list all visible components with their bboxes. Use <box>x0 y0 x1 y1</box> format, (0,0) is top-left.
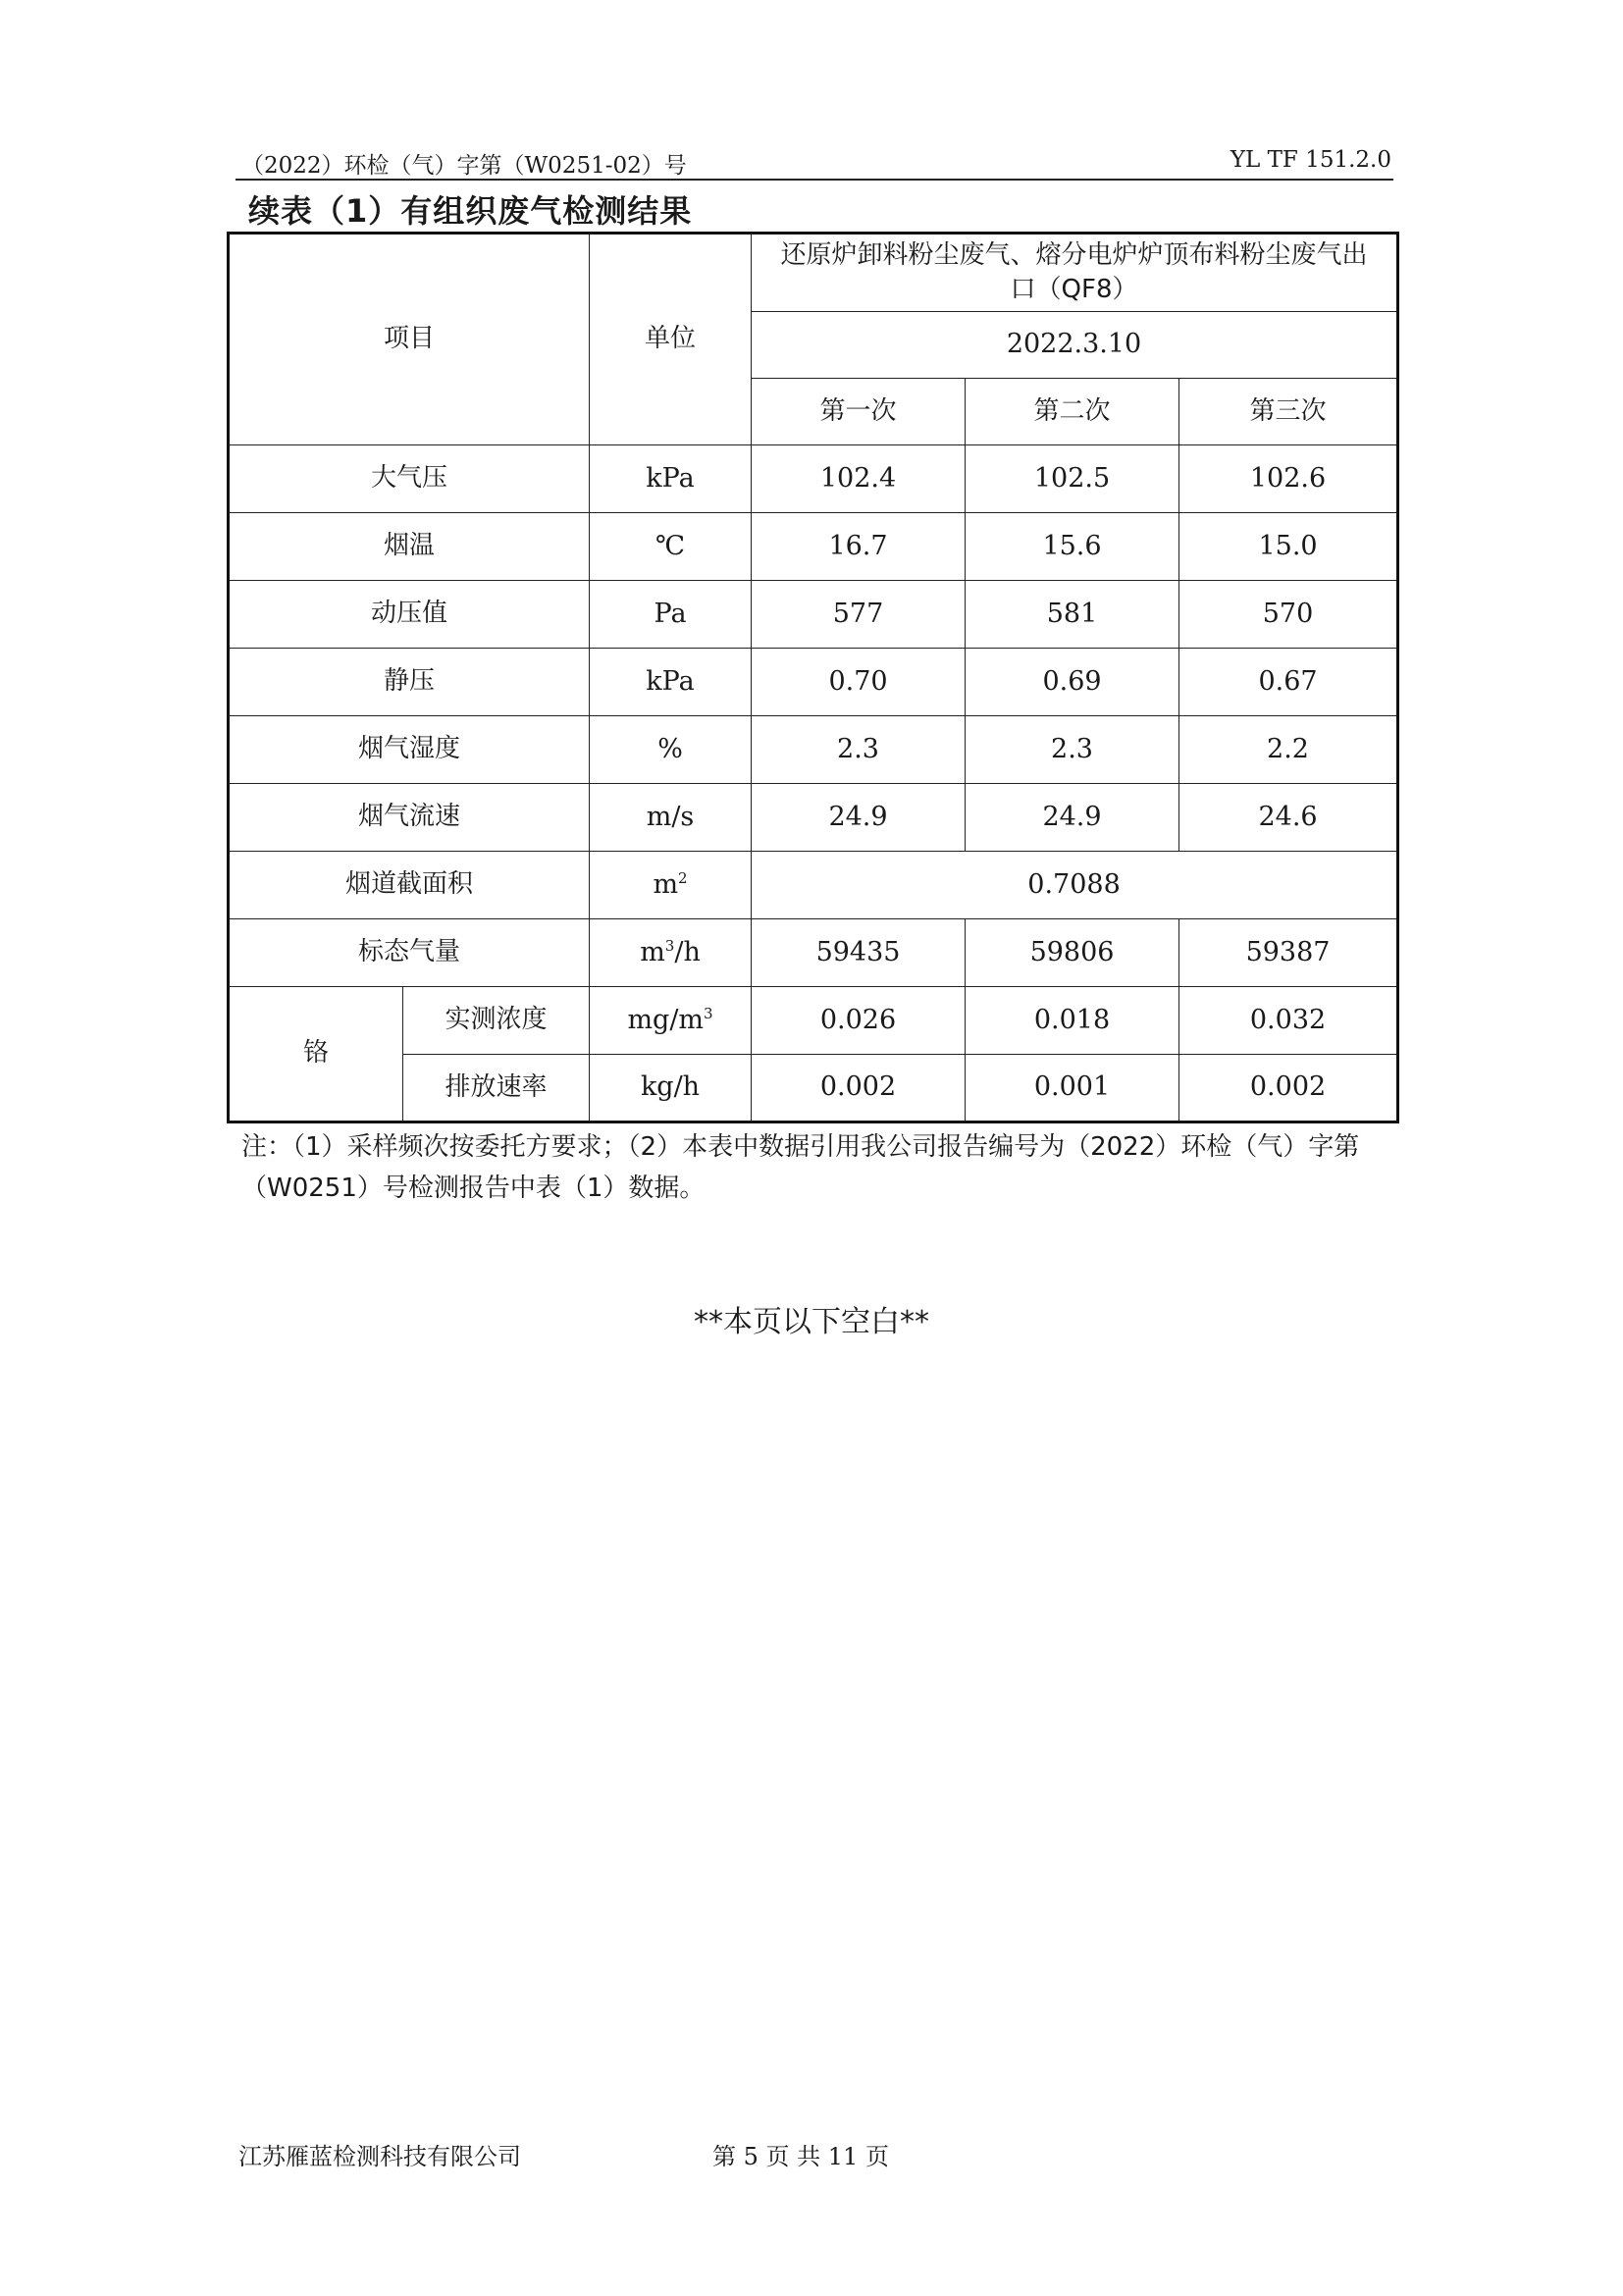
table-row <box>229 513 1398 581</box>
flow-unit-tail: /h <box>674 936 701 967</box>
row-value: 0.70 <box>752 649 966 716</box>
table-row <box>229 581 1398 649</box>
area-unit <box>590 852 752 919</box>
row-value: 0.018 <box>966 987 1179 1055</box>
footer-page-number: 第 5 页 共 11 页 <box>712 2143 889 2170</box>
run-header-3: 第三次 <box>1179 379 1398 445</box>
row-unit: ℃ <box>590 513 752 581</box>
flow-item: 标态气量 <box>229 919 590 987</box>
item-header: 项目 <box>229 234 590 445</box>
row-value: 16.7 <box>752 513 966 581</box>
row-value: 59806 <box>966 919 1179 987</box>
row-value: 2.2 <box>1179 716 1398 784</box>
row-item: 大气压 <box>229 445 590 513</box>
row-value: 577 <box>752 581 966 649</box>
blank-below-marker: **本页以下空白** <box>694 1305 929 1339</box>
row-value: 0.032 <box>1179 987 1398 1055</box>
concentration-unit-base: mg/m <box>627 1004 705 1035</box>
table-note: 注：（1）采样频次按委托方要求；（2）本表中数据引用我公司报告编号为（2022）环检（气）字第（W0251）号检测报告中表（1）数据。 <box>241 1132 1360 1203</box>
row-value: 0.67 <box>1179 649 1398 716</box>
row-value: 0.69 <box>966 649 1179 716</box>
chromium-label: 铬 <box>229 987 403 1122</box>
rate-unit: kg/h <box>590 1055 752 1122</box>
row-value: 15.6 <box>966 513 1179 581</box>
row-value: 581 <box>966 581 1179 649</box>
area-unit-exponent: 2 <box>678 868 688 887</box>
row-item: 烟气流速 <box>229 784 590 852</box>
row-value: 102.6 <box>1179 445 1398 513</box>
row-value: 102.4 <box>752 445 966 513</box>
concentration-item: 实测浓度 <box>403 987 590 1055</box>
row-value: 570 <box>1179 581 1398 649</box>
table-row-chromium-concentration <box>229 987 1398 1055</box>
row-value: 59387 <box>1179 919 1398 987</box>
unit-header: 单位 <box>590 234 752 445</box>
flow-unit-base: m <box>640 936 665 967</box>
date-header: 2022.3.10 <box>752 312 1398 379</box>
table-row-flow <box>229 919 1398 987</box>
concentration-unit-exponent: 3 <box>704 1004 713 1022</box>
row-value: 0.002 <box>1179 1055 1398 1122</box>
row-unit: Pa <box>590 581 752 649</box>
row-unit: kPa <box>590 445 752 513</box>
concentration-unit <box>590 987 752 1055</box>
row-value: 15.0 <box>1179 513 1398 581</box>
row-value: 2.3 <box>752 716 966 784</box>
row-value: 59435 <box>752 919 966 987</box>
table-row <box>229 716 1398 784</box>
row-value: 102.5 <box>966 445 1179 513</box>
run-header-2: 第二次 <box>966 379 1179 445</box>
table-row <box>229 649 1398 716</box>
row-item: 烟气湿度 <box>229 716 590 784</box>
area-unit-base: m <box>653 868 679 900</box>
table-row-chromium-rate <box>229 1055 1398 1122</box>
flow-unit-exponent: 3 <box>664 936 675 955</box>
table-row <box>229 445 1398 513</box>
row-value: 0.002 <box>752 1055 966 1122</box>
area-item: 烟道截面积 <box>229 852 590 919</box>
location-header: 还原炉卸料粉尘废气、熔分电炉炉顶布料粉尘废气出口（QF8） <box>752 234 1398 312</box>
rate-item: 排放速率 <box>403 1055 590 1122</box>
form-code: YL TF 151.2.0 <box>1230 147 1391 173</box>
area-value: 0.7088 <box>752 852 1398 919</box>
header-divider <box>236 179 1393 181</box>
row-value: 24.9 <box>752 784 966 852</box>
row-value: 24.6 <box>1179 784 1398 852</box>
row-unit: % <box>590 716 752 784</box>
table-row-area <box>229 852 1398 919</box>
flow-unit <box>590 919 752 987</box>
header-row-location <box>229 234 1398 312</box>
report-number: （2022）环检（气）字第（W0251-02）号 <box>241 153 687 179</box>
row-item: 静压 <box>229 649 590 716</box>
row-value: 0.026 <box>752 987 966 1055</box>
table-row <box>229 784 1398 852</box>
row-unit: m/s <box>590 784 752 852</box>
row-item: 动压值 <box>229 581 590 649</box>
results-table <box>227 232 1399 1123</box>
run-header-1: 第一次 <box>752 379 966 445</box>
footer-company: 江苏雁蓝检测科技有限公司 <box>238 2143 521 2170</box>
row-unit: kPa <box>590 649 752 716</box>
table-title: 续表（1）有组织废气检测结果 <box>248 192 693 230</box>
row-value: 0.001 <box>966 1055 1179 1122</box>
row-item: 烟温 <box>229 513 590 581</box>
row-value: 24.9 <box>966 784 1179 852</box>
row-value: 2.3 <box>966 716 1179 784</box>
